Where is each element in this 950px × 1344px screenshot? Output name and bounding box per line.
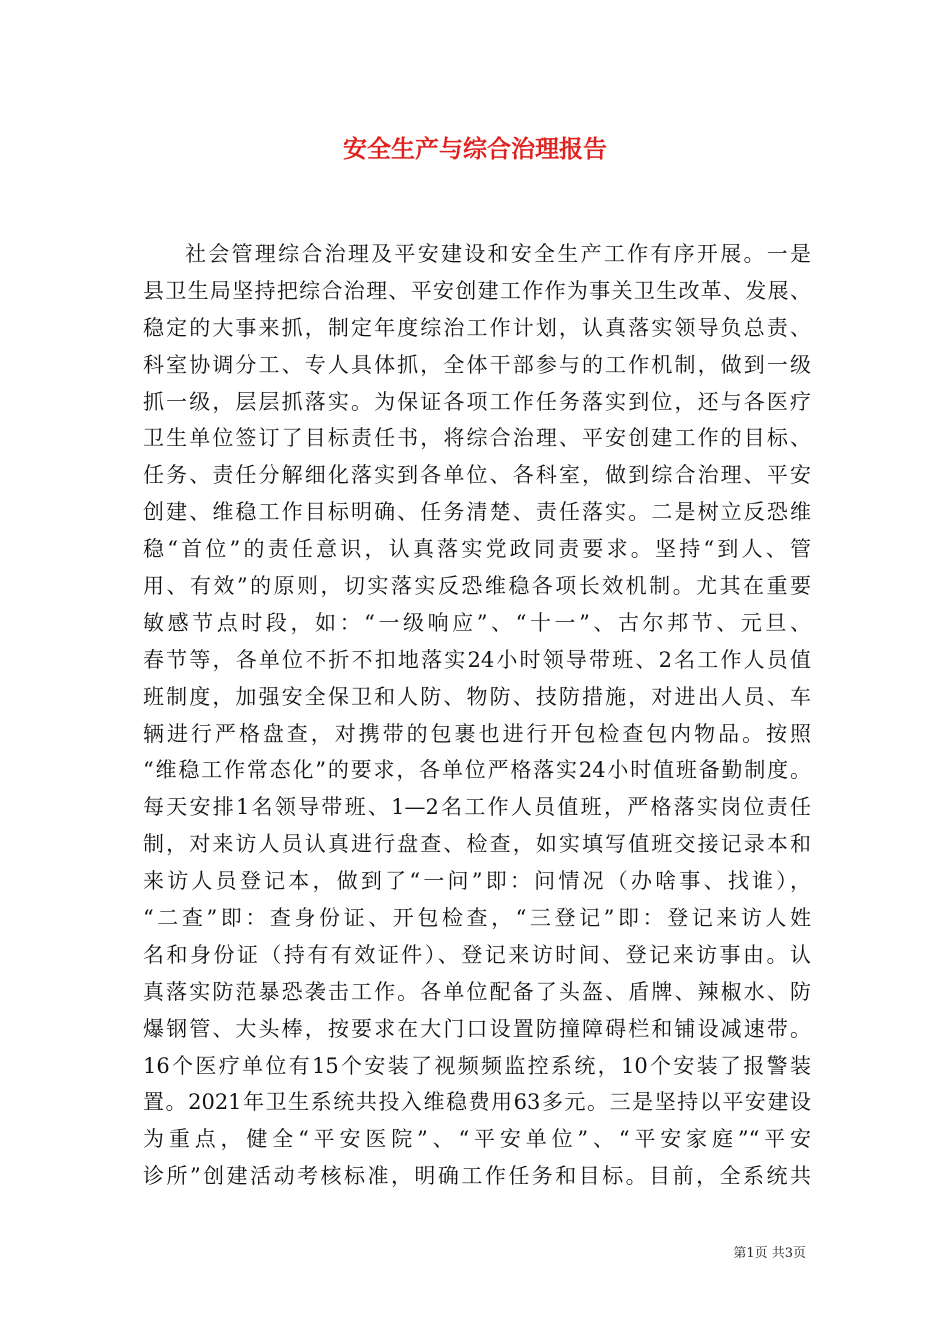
- paragraph-line: 用、有效”的原则，切实落实反恐维稳各项长效机制。尤其在重要: [143, 574, 811, 599]
- paragraph-line: 爆钢管、大头棒，按要求在大门口设置防撞障碍栏和铺设减速带。: [143, 1016, 811, 1041]
- paragraph-line: “二查”即：查身份证、开包检查，“三登记”即：登记来访人姓: [143, 906, 811, 931]
- paragraph-line: 抓一级，层层抓落实。为保证各项工作任务落实到位，还与各医疗: [143, 389, 811, 414]
- paragraph-line: 春节等，各单位不折不扣地落实24小时领导带班、2名工作人员值: [143, 647, 811, 672]
- paragraph-line: 稳“首位”的责任意识，认真落实党政同责要求。坚持“到人、管: [143, 537, 811, 562]
- paragraph-line: 置。2021年卫生系统共投入维稳费用63多元。三是坚持以平安建设: [143, 1090, 811, 1115]
- paragraph-line: 制，对来访人员认真进行盘查、检查，如实填写值班交接记录本和: [143, 832, 811, 857]
- page-number: 第1页 共3页: [733, 1246, 806, 1261]
- paragraph-line: 辆进行严格盘查，对携带的包裹也进行开包检查包内物品。按照: [143, 721, 811, 746]
- body-paragraph: [143, 236, 811, 1195]
- paragraph-line: 来访人员登记本，做到了“一问”即：问情况（办啥事、找谁），: [143, 869, 811, 894]
- paragraph-line: 县卫生局坚持把综合治理、平安创建工作作为事关卫生改革、发展、: [143, 278, 811, 303]
- paragraph-line: “维稳工作常态化”的要求，各单位严格落实24小时值班备勤制度。: [143, 758, 811, 783]
- paragraph-line: 为重点，健全“平安医院”、“平安单位”、“平安家庭”“平安: [143, 1127, 811, 1152]
- paragraph-line: 稳定的大事来抓，制定年度综治工作计划，认真落实领导负总责、: [143, 315, 811, 340]
- paragraph-line: 班制度，加强安全保卫和人防、物防、技防措施，对进出人员、车: [143, 684, 811, 709]
- paragraph-line: 创建、维稳工作目标明确、任务清楚、责任落实。二是树立反恐维: [143, 500, 811, 525]
- paragraph-line: 诊所”创建活动考核标准，明确工作任务和目标。目前，全系统共: [143, 1164, 811, 1189]
- paragraph-line: 16个医疗单位有15个安装了视频频监控系统，10个安装了报警装: [143, 1053, 811, 1078]
- paragraph-line: 任务、责任分解细化落实到各单位、各科室，做到综合治理、平安: [143, 463, 811, 488]
- paragraph-line: 敏感节点时段，如：“一级响应”、“十一”、古尔邦节、元旦、: [143, 610, 811, 635]
- paragraph-line: 真落实防范暴恐袭击工作。各单位配备了头盔、盾牌、辣椒水、防: [143, 979, 811, 1004]
- paragraph-line: 每天安排1名领导带班、1—2名工作人员值班，严格落实岗位责任: [143, 795, 811, 820]
- document-title: 安全生产与综合治理报告: [343, 134, 607, 163]
- paragraph-line: 社会管理综合治理及平安建设和安全生产工作有序开展。一是: [185, 242, 811, 266]
- paragraph-line: 名和身份证（持有有效证件）、登记来访时间、登记来访事由。认: [143, 942, 811, 967]
- paragraph-line: 科室协调分工、专人具体抓，全体干部参与的工作机制，做到一级: [143, 352, 811, 377]
- paragraph-line: 卫生单位签订了目标责任书，将综合治理、平安创建工作的目标、: [143, 426, 811, 451]
